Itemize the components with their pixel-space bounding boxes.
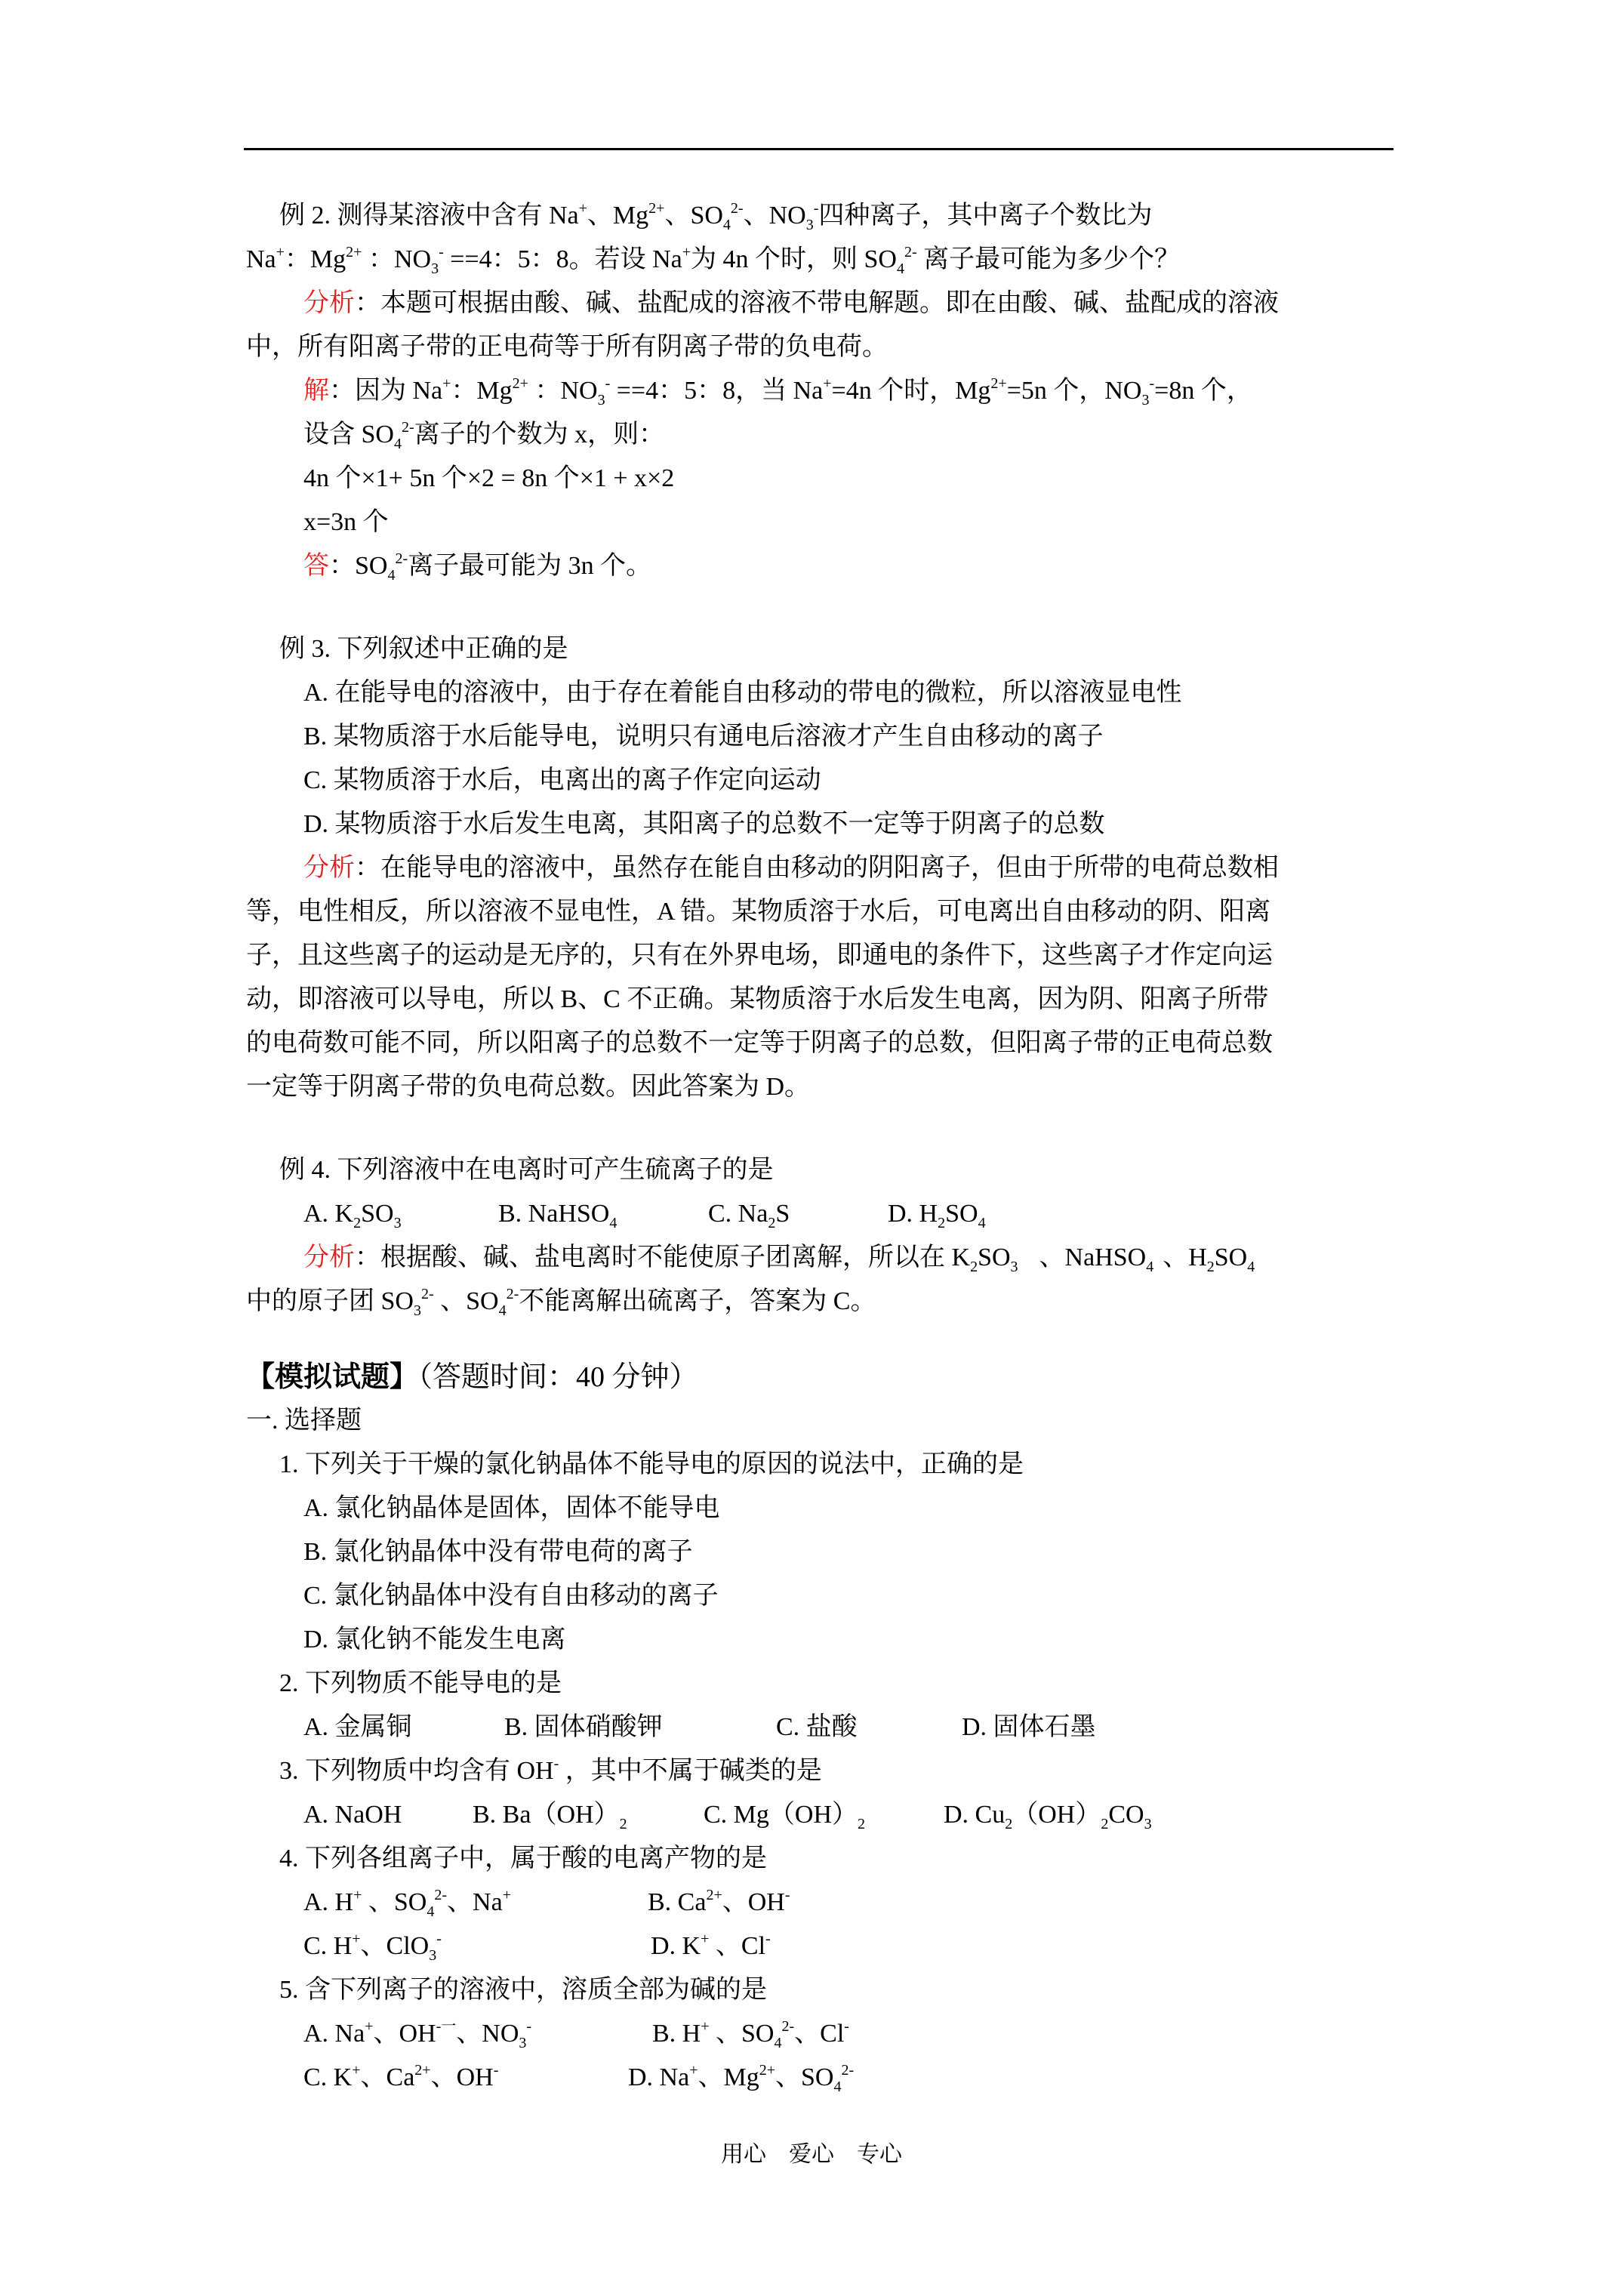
example-4-option-b: B. NaHSO$_4$ (498, 1200, 617, 1231)
example-4-option-a: A. $K_2SO_3$ (303, 1200, 402, 1231)
question-2-option-c: C. 盐酸 (776, 1713, 858, 1741)
question-3-option-a: A. NaOH (303, 1801, 402, 1829)
example-3-option-d: D. 某物质溶于水后发生电离，其阳离子的总数不一定等于阴离子的总数 (303, 810, 1105, 838)
example-3-analysis-line4: 动，即溶液可以导电，所以 B、C 不正确。某物质溶于水后发生电离，因为阴、阳离子所带 (246, 985, 1269, 1013)
question-1-option-d: D. 氯化钠不能发生电离 (303, 1626, 566, 1653)
example-2-solution-line2: 设含 $SO_4^{2-}$离子的个数为 x，则： (303, 419, 665, 452)
example-2-analysis-line2: 中，所有阳离子带的正电荷等于所有阴离子带的负电荷。 (246, 333, 888, 361)
example-2-equation: 4n 个×1+ 5n 个×2 = 8n 个×1 + x×2 (303, 464, 675, 492)
example-3-option-c: C. 某物质溶于水后，电离出的离子作定向运动 (303, 766, 821, 794)
example-2-answer: 答：$SO_4^{2-}$离子最可能为 3n 个。 (303, 550, 652, 584)
question-3-option-c: C. $Mg(OH)_2$ (704, 1801, 866, 1832)
example-4-analysis-line2: 中的原子团 $SO_3^{2-}$ 、$SO_4^{2-}$不能离解出硫离子，答案为 C。 (246, 1286, 876, 1319)
simulated-test-heading: 【模拟试题】（答题时间：40 分钟） (246, 1361, 698, 1393)
question-4-option-a: A. H+ 、$SO_4^{2-}$、Na+ (303, 1887, 511, 1920)
analysis-label: 分析 (303, 1244, 355, 1271)
question-5-option-c: C. K+、$Ca^{2+}$、OH- (303, 2062, 499, 2091)
section-choice-questions: 一. 选择题 (246, 1407, 362, 1435)
question-5: 5. 含下列离子的溶液中，溶质全部为碱的是 (279, 1976, 767, 2004)
example-4-question: 例 4. 下列溶液中在电离时可产生硫离子的是 (279, 1156, 774, 1184)
question-4-option-b: B. $Ca^{2+}$、OH- (648, 1887, 790, 1916)
question-1-option-a: A. 氯化钠晶体是固体，固体不能导电 (303, 1494, 720, 1522)
example-2-solution-line1: 解：因为 Na+：$Mg^{2+}$ ：$NO_3^- ==4$：5：8，当 Na+=4n 个时，$Mg^{2+}=5n$ 个，$NO_3^-=8n$ 个， (303, 375, 1252, 408)
question-3-option-b: B. $Ba(OH)_2$ (473, 1801, 627, 1832)
analysis-label: 分析 (303, 854, 355, 882)
example-4-analysis-line1: 分析：根据酸、碱、盐电离时不能使原子团离解，所以在 $K_2SO_3$ 、NaHSO$_4$ 、$H_2SO_4$ (303, 1244, 1255, 1275)
solution-label: 解 (303, 377, 329, 405)
question-2: 2. 下列物质不能导电的是 (279, 1669, 562, 1697)
example-2-question-line1: 例 2. 测得某溶液中含有 Na+、$Mg^{2+}$、$SO_4^{2-}$、$NO_3^-$四种离子，其中离子个数比为 (279, 200, 1153, 233)
example-3-analysis-line5: 的电荷数可能不同，所以阳离子的总数不一定等于阴离子的总数，但阳离子带的正电荷总数 (246, 1029, 1273, 1057)
question-5-option-a: A. Na+、$OH^{-一}$、$NO_3^-$ (303, 2018, 532, 2051)
example-3-option-a: A. 在能导电的溶液中，由于存在着能自由移动的带电的微粒，所以溶液显电性 (303, 679, 1182, 707)
question-3: 3. 下列物质中均含有 OH- ，其中不属于碱类的是 (279, 1755, 822, 1785)
question-1-option-b: B. 氯化钠晶体中没有带电荷的离子 (303, 1538, 693, 1566)
example-2-result: x=3n 个 (303, 508, 389, 536)
example-4-option-d: D. $H_2SO_4$ (888, 1200, 986, 1231)
example-3-analysis-line2: 等，电性相反，所以溶液不显电性，A 错。某物质溶于水后，可电离出自由移动的阴、阳离 (246, 898, 1271, 926)
example-4-option-c: C. $Na_2S$ (708, 1200, 790, 1231)
question-2-option-b: B. 固体硝酸钾 (504, 1713, 663, 1741)
analysis-label: 分析 (303, 289, 355, 317)
example-3-analysis-line1: 分析：在能导电的溶液中，虽然存在能自由移动的阴阳离子，但由于所带的电荷总数相 (303, 854, 1279, 882)
example-3-option-b: B. 某物质溶于水后能导电，说明只有通电后溶液才产生自由移动的离子 (303, 723, 1104, 750)
question-4: 4. 下列各组离子中，属于酸的电离产物的是 (279, 1845, 767, 1872)
answer-label: 答 (303, 552, 329, 580)
question-1-option-c: C. 氯化钠晶体中没有自由移动的离子 (303, 1582, 719, 1610)
question-5-option-d: D. Na+、$Mg^{2+}$、$SO_4^{2-}$ (628, 2062, 855, 2095)
example-2-analysis-line1: 分析：本题可根据由酸、碱、盐配成的溶液不带电解题。即在由酸、碱、盐配成的溶液 (303, 289, 1279, 317)
question-5-option-b: B. H+ 、$SO_4^{2-}$、Cl- (652, 2018, 849, 2051)
question-4-option-c: C. H+、ClO$_3$- (303, 1931, 442, 1964)
example-3-analysis-line6: 一定等于阴离子带的负电荷总数。因此答案为 D。 (246, 1073, 811, 1101)
example-3-analysis-line3: 子，且这些离子的运动是无序的，只有在外界电场，即通电的条件下，这些离子才作定向运 (246, 942, 1273, 969)
example-2-question-line2: Na+：$Mg^{2+}$ ：$NO_3^- ==4$：5：8。若设 Na+为 4n 个时，则 $SO_4^{2-}$ 离子最可能为多少个？ (246, 244, 1181, 277)
question-1: 1. 下列关于干燥的氯化钠晶体不能导电的原因的说法中，正确的是 (279, 1450, 1024, 1478)
question-3-option-d: D. $Cu_2(OH)_2CO_3$ (944, 1801, 1152, 1832)
header-rule (244, 148, 1394, 150)
page-footer: 用心 爱心 专心 (721, 2142, 902, 2167)
question-4-option-d: D. K+ 、Cl- (651, 1931, 771, 1960)
question-2-option-a: A. 金属铜 (303, 1713, 412, 1741)
example-3-question: 例 3. 下列叙述中正确的是 (279, 635, 568, 663)
question-2-option-d: D. 固体石墨 (962, 1713, 1096, 1741)
